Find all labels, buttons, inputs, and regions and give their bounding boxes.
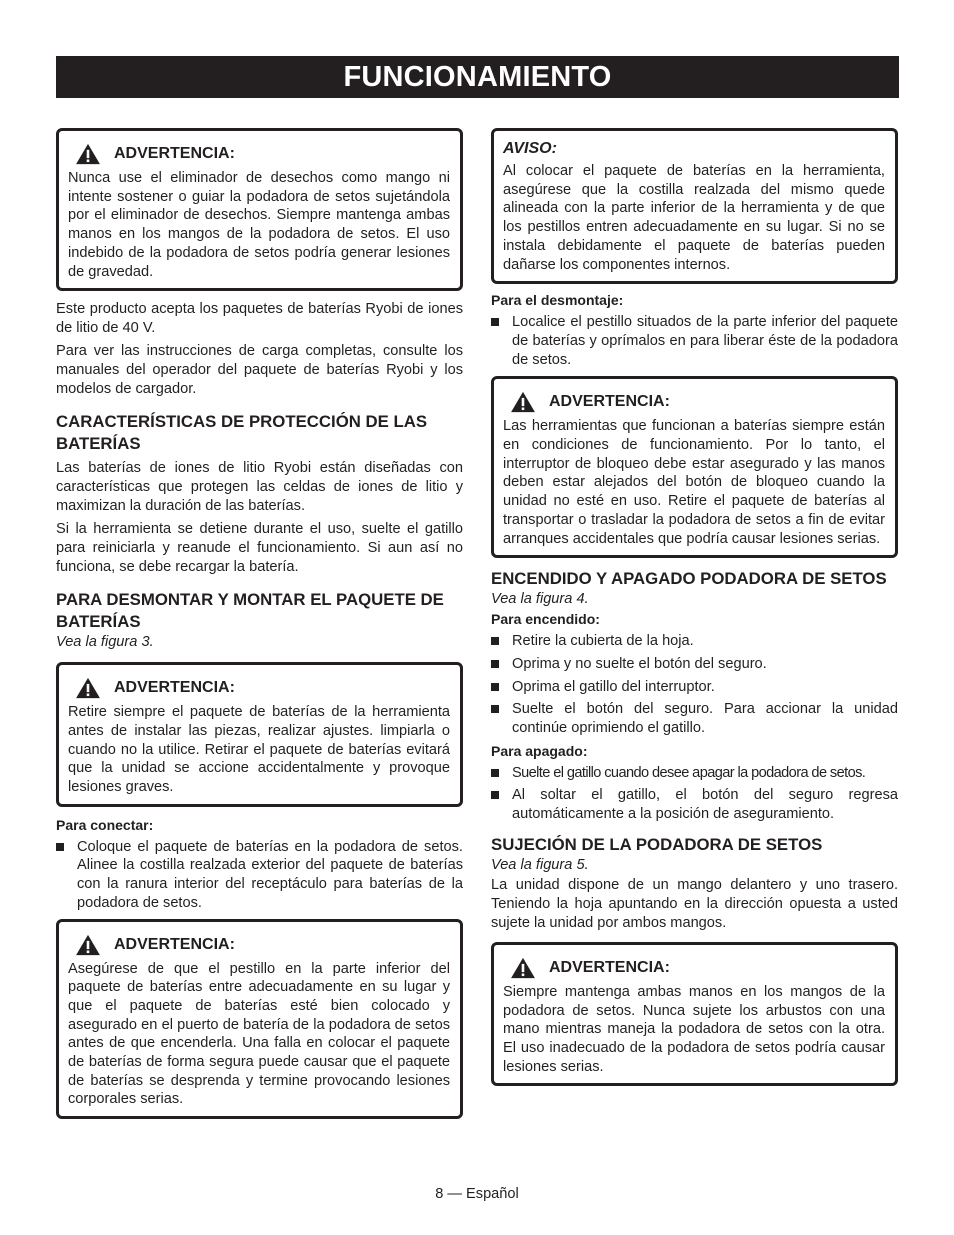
warning-box [491,942,898,1087]
warning-triangle-icon [74,143,102,165]
list-item [491,313,898,369]
list-item [491,655,898,674]
list-item-text: Al soltar el gatillo, el botón del seguro regresa automáticamente a la posición de aseguramiento. [512,787,898,823]
warning-text: Retire siempre el paquete de baterías de la herramienta antes de instalar las piezas, realizar ajustes. limpiarla o cuando no la utilice. Retirar el paquete de baterías evitará que la unidad se accione accidentalmente y provoque lesiones graves. [68,704,450,796]
subheading: Para el desmontaje: [491,292,624,309]
list-item-text: Retire la cubierta de la hoja. [512,633,694,650]
list-item-text: Localice el pestillo situados de la parte inferior del paquete de baterías y oprímalos en para liberar éste de la podadora de setos. [512,314,898,368]
bullet-square-icon [491,660,499,668]
right-column [491,128,898,1086]
paragraph: Este producto acepta los paquetes de baterías Ryobi de iones de litio de 40 V. [56,301,463,337]
figure-reference: Vea la figura 3. [56,634,154,651]
list-item-text: Coloque el paquete de baterías en la podadora de setos. Alinee la costilla realzada exterior del paquete de baterías con la ranura interior del receptáculo para baterías de la podadora de setos. [77,838,463,911]
bullet-square-icon [491,683,499,691]
bullet-square-icon [491,705,499,713]
bullet-square-icon [491,791,499,799]
bullet-list [491,313,898,369]
paragraph: La unidad dispone de un mango delantero y uno trasero. Teniendo la hoja apuntando en la dirección opuesta a usted sujete la unidad por ambos mangos. [491,876,898,931]
subheading: Para encendido: [491,611,600,628]
warning-box [56,128,463,291]
warning-triangle-icon [509,391,537,413]
subheading: Para conectar: [56,816,154,833]
list-item-text: Suelte el botón del seguro. Para accionar la unidad continúe oprimiendo el gatillo. [512,701,898,737]
bullet-list [491,764,898,824]
page-title: FUNCIONAMIENTO [56,56,899,98]
list-item [491,786,898,823]
warning-box [56,919,463,1120]
bullet-square-icon [56,843,64,851]
warning-text: Las herramientas que funcionan a baterías siempre están en condiciones de funcionamiento. Por lo tanto, el interruptor de bloqueo debe estar asegurado y las manos deben estar alejados del botón de bloqueo cuando la unidad no esté en uso. Retire el paquete de baterías al transportar o trasladar la podadora de setos a fin de evitar arranques accidentales que podría causar lesiones serias. [503,418,885,547]
warning-heading [503,391,885,413]
section-heading: SUJECIÓN DE LA PODADORA DE SETOS [491,834,823,854]
list-item [56,838,463,913]
bullet-list [491,632,898,738]
list-item [491,764,898,783]
section-heading: ENCENDIDO Y APAGADO PODADORA DE SETOS [491,569,887,589]
paragraph: Si la herramienta se detiene durante el uso, suelte el gatillo para reiniciarla y reanude el funcionamiento. Si aun así no funciona, se debe recargar la batería. [56,521,463,576]
warning-text: Nunca use el eliminador de desechos como mango ni intente sostener o guiar la podadora de setos sujetándola por el eliminador de desechos. Siempre mantenga ambas manos en los mangos de la podadora de setos. El uso indebido de la podadora de setos podría generar lesiones de gravedad. [68,170,450,280]
list-item-text: Suelte el gatillo cuando desee apagar la podadora de setos. [512,764,866,781]
warning-heading [68,934,450,956]
warning-triangle-icon [74,934,102,956]
list-item-text: Oprima y no suelte el botón del seguro. [512,655,767,672]
bullet-square-icon [491,318,499,326]
warning-text: Siempre mantenga ambas manos en los mangos de la podadora de setos. Nunca sujete los arbustos con una mano mientras maneja la podadora de setos con la otra. El uso inadecuado de la podadora de setos podría causar lesiones serias. [503,983,885,1075]
section-heading: CARACTERÍSTICAS DE PROTECCIÓN DE LAS BATERÍAS [56,412,428,454]
paragraph: Las baterías de iones de litio Ryobi están diseñadas con características que protegen las celdas de iones de litio y maximizan la duración de las baterías. [56,460,463,515]
figure-reference: Vea la figura 4. [491,591,589,608]
figure-reference: Vea la figura 5. [491,856,589,873]
warning-title: ADVERTENCIA: [114,145,235,162]
list-item [491,700,898,737]
list-item [491,632,898,651]
section-heading: PARA DESMONTAR Y MONTAR EL PAQUETE DE BATERÍAS [56,590,444,632]
warning-box [56,662,463,807]
warning-title: ADVERTENCIA: [549,393,670,411]
warning-title: ADVERTENCIA: [114,679,235,697]
notice-box [491,128,898,284]
warning-triangle-icon [74,677,102,699]
bullet-list [56,838,463,913]
list-item-text: Oprima el gatillo del interruptor. [512,678,715,695]
notice-text: Al colocar el paquete de baterías en la herramienta, asegúrese que la costilla realzada del mismo quede alineada con la parte inferior de la herramienta y de que los pestillos entren adecuadamente en su lugar. Si no se instala debidamente el paquete de baterías pueden dañarse los componentes internos. [503,163,885,273]
notice-title: AVISO: [503,140,557,157]
left-column [56,128,463,1119]
list-item [491,678,898,697]
bullet-square-icon [491,769,499,777]
subheading: Para apagado: [491,742,588,759]
warning-heading [68,143,450,165]
warning-heading [503,957,885,979]
warning-title: ADVERTENCIA: [549,958,670,976]
page-number: 8 — Español [435,1186,519,1202]
warning-text: Asegúrese de que el pestillo en la parte inferior del paquete de baterías entre adecuadamente en su lugar y que el paquete de baterías esté bien colocado y asegurado en el puerto de batería de la podadora de setos antes de que encenderla. Una falla en colocar el paquete de baterías de forma segura puede causar que el paquete de baterías se desprenda y termine provocando lesiones corporales serias. [68,960,450,1108]
bullet-square-icon [491,637,499,645]
warning-box [491,376,898,558]
paragraph: Para ver las instrucciones de carga completas, consulte los manuales del operador del paquete de baterías Ryobi y los modelos de cargador. [56,343,463,398]
warning-heading [68,677,450,699]
warning-triangle-icon [509,957,537,979]
warning-title: ADVERTENCIA: [114,935,235,953]
